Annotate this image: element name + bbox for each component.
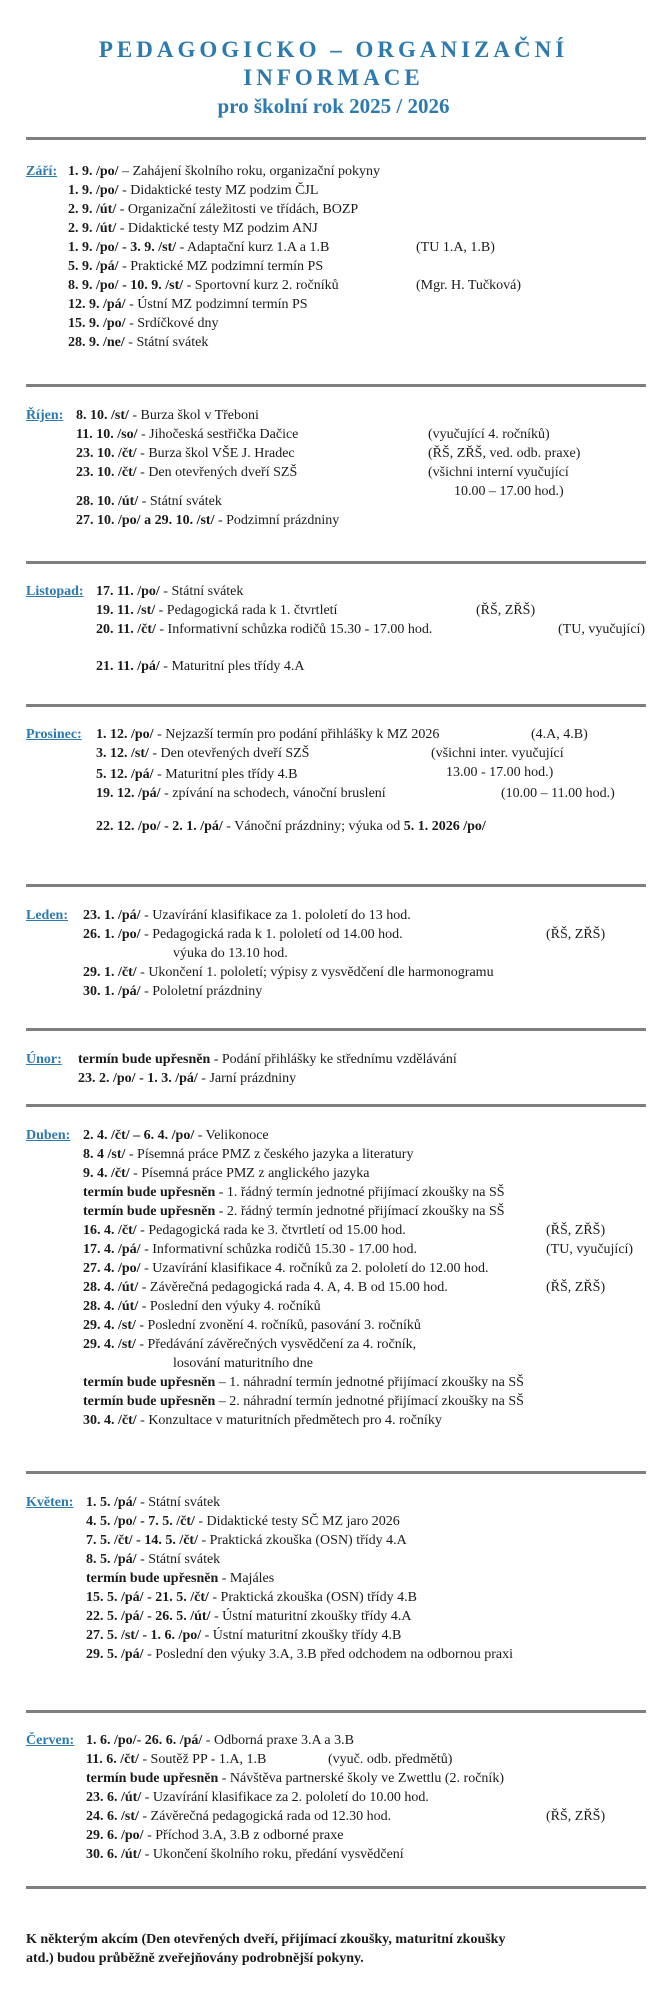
event-text: - Konzultace v maturitních předmětech pro 4. ročníky — [136, 1413, 442, 1428]
row-indent — [26, 314, 68, 333]
month-label: Říjen: — [26, 408, 64, 423]
row-indent — [26, 1588, 86, 1607]
event-row — [26, 1202, 646, 1221]
event-text: - Praktická zkouška (OSN) třídy 4.B — [208, 1590, 417, 1605]
event-text: - Pedagogická rada k 1. čtvrtletí — [155, 603, 338, 618]
event-text: - Pololetní prázdniny — [140, 984, 263, 999]
event-text: - Maturitní ples třídy 4.A — [159, 659, 305, 674]
event-row — [26, 463, 646, 482]
row-indent — [26, 333, 68, 352]
row-indent — [26, 1240, 83, 1259]
event-note: (ŘŠ, ZŘŠ) — [546, 1809, 606, 1824]
event-note: (10.00 – 11.00 hod.) — [501, 786, 615, 801]
event-date: 27. 4. /po/ — [83, 1261, 141, 1276]
event-text: - zpívání na schodech, vánoční bruslení — [160, 786, 386, 801]
event-text: - Burza škol VŠE J. Hradec — [136, 446, 295, 461]
footer-note — [26, 1930, 646, 1968]
event-note: (ŘŠ, ZŘŠ) — [546, 1223, 606, 1238]
event-date: 21. 11. /pá/ — [96, 659, 160, 674]
event-row — [26, 1145, 646, 1164]
event-date: 9. 4. /čt/ — [83, 1166, 130, 1181]
event-date: 1. 6. /po/- 26. 6. /pá/ — [86, 1733, 203, 1748]
event-date: 2. 9. /út/ — [68, 221, 117, 236]
event-date: 28. 4. /út/ — [83, 1280, 139, 1295]
footer-line-2: atd.) budou průběžně zveřejňovány podrobnější pokyny. — [26, 1951, 364, 1966]
month-label: Únor: — [26, 1052, 62, 1067]
row-indent — [26, 1297, 83, 1316]
event-date: 8. 9. /po/ - 10. 9. /st/ — [68, 278, 184, 293]
event-row — [26, 925, 646, 944]
event-date: 23. 10. /čt/ — [76, 446, 137, 461]
title-line-2: INFORMACE — [243, 65, 424, 90]
row-indent — [26, 219, 68, 238]
event-row — [26, 906, 646, 925]
month-section-zari — [26, 162, 646, 352]
event-date: 8. 5. /pá/ — [86, 1552, 137, 1567]
section-separator — [26, 1710, 646, 1713]
event-text: - Písemná práce PMZ z českého jazyka a literatury — [125, 1147, 414, 1162]
event-date: 29. 1. /čt/ — [83, 965, 137, 980]
event-note: (vyučující 4. ročníků) — [428, 427, 550, 442]
event-row — [26, 219, 646, 238]
event-text: - Návštěva partnerské školy ve Zwettlu (2. ročník) — [218, 1771, 504, 1786]
row-indent — [26, 463, 76, 482]
section-separator — [26, 384, 646, 387]
event-text: - Státní svátek — [136, 1495, 221, 1510]
row-indent — [26, 1335, 83, 1354]
event-date: termín bude upřesněn — [83, 1185, 216, 1200]
event-text: - Státní svátek — [159, 584, 244, 599]
event-row — [26, 657, 646, 676]
row-indent — [26, 1645, 86, 1664]
event-note: 10.00 – 17.00 hod.) — [454, 484, 564, 499]
event-date: 26. 1. /po/ — [83, 927, 141, 942]
event-row — [26, 425, 646, 444]
event-row — [26, 257, 646, 276]
document-header — [0, 0, 667, 120]
event-text: - Didaktické testy MZ podzim ANJ — [116, 221, 318, 236]
event-text: - Pedagogická rada k 1. pololetí od 14.00 hod. — [140, 927, 403, 942]
event-date: 7. 5. /čt/ - 14. 5. /čt/ — [86, 1533, 198, 1548]
event-note: 5. 1. 2026 /po/ — [403, 819, 486, 834]
event-row — [26, 1316, 646, 1335]
event-date: 17. 11. /po/ — [96, 584, 160, 599]
row-indent — [26, 784, 96, 803]
event-text: - Srdíčkové dny — [125, 316, 219, 331]
event-text: - Závěrečná pedagogická rada od 12.30 hod. — [138, 1809, 392, 1824]
event-date: 15. 9. /po/ — [68, 316, 126, 331]
event-row — [26, 744, 646, 763]
event-note: (všichni inter. vyučující — [431, 746, 564, 761]
row-indent — [26, 425, 76, 444]
event-row — [26, 200, 646, 219]
event-text: - Podání přihlášky ke střednímu vzdělávání — [210, 1052, 457, 1067]
event-date: termín bude upřesněn — [86, 1571, 219, 1586]
event-row — [26, 295, 646, 314]
row-indent — [26, 1550, 86, 1569]
event-row — [26, 1335, 646, 1354]
event-row — [26, 1731, 646, 1750]
event-row — [26, 511, 646, 530]
event-date: 30. 6. /út/ — [86, 1847, 142, 1862]
event-text: - Předávání závěrečných vysvědčení za 4. ročník, — [135, 1337, 417, 1352]
event-text: - Státní svátek — [124, 335, 209, 350]
event-row — [26, 1240, 646, 1259]
event-date: 12. 9. /pá/ — [68, 297, 126, 312]
row-indent — [26, 963, 83, 982]
event-date: 5. 9. /pá/ — [68, 259, 119, 274]
month-section-rijen — [26, 406, 646, 530]
event-date: 17. 4. /pá/ — [83, 1242, 141, 1257]
event-date: 23. 10. /čt/ — [76, 465, 137, 480]
row-indent — [26, 1392, 83, 1411]
month-label: Květen: — [26, 1495, 74, 1510]
row-indent — [26, 200, 68, 219]
event-date: 29. 5. /pá/ — [86, 1647, 144, 1662]
event-row — [26, 1531, 646, 1550]
event-text: - Didaktické testy MZ podzim ČJL — [118, 183, 319, 198]
event-row — [26, 1126, 646, 1145]
row-indent — [26, 765, 96, 784]
event-text: - Den otevřených dveří SZŠ — [136, 465, 298, 480]
event-note: (4.A, 4.B) — [531, 727, 588, 742]
event-text: - 1. řádný termín jednotné přijímací zkoušky na SŠ — [215, 1185, 505, 1200]
event-date: 28. 9. /ne/ — [68, 335, 125, 350]
event-date: termín bude upřesněn — [86, 1771, 219, 1786]
event-row — [26, 1278, 646, 1297]
event-row — [26, 1845, 646, 1864]
event-text: - Odborná praxe 3.A a 3.B — [202, 1733, 354, 1748]
event-row — [26, 582, 646, 601]
event-text: - Vánoční prázdniny; výuka od — [222, 819, 404, 834]
event-date: 28. 4. /út/ — [83, 1299, 139, 1314]
event-date: 19. 12. /pá/ — [96, 786, 161, 801]
event-text: – 1. náhradní termín jednotné přijímací zkoušky na SŠ — [215, 1375, 524, 1390]
event-row — [26, 1550, 646, 1569]
section-separator — [26, 1471, 646, 1474]
event-row — [26, 1626, 646, 1645]
event-date: termín bude upřesněn — [83, 1204, 216, 1219]
row-indent — [26, 1512, 86, 1531]
event-date: 8. 4 /st/ — [83, 1147, 126, 1162]
month-section-prosinec — [26, 725, 646, 836]
event-date: 19. 11. /st/ — [96, 603, 156, 618]
title-line-1: PEDAGOGICKO – ORGANIZAČNÍ — [98, 37, 569, 62]
event-row — [26, 982, 646, 1001]
row-indent — [26, 1845, 86, 1864]
event-row — [26, 1297, 646, 1316]
row-indent — [26, 1569, 86, 1588]
event-date: 2. 4. /čt/ – 6. 4. /po/ — [83, 1128, 195, 1143]
event-row — [26, 162, 646, 181]
event-text: - Závěrečná pedagogická rada 4. A, 4. B od 15.00 hod. — [138, 1280, 448, 1295]
event-text: - Jihočeská sestřička Dačice — [137, 427, 299, 442]
event-row — [26, 817, 646, 836]
event-row — [26, 601, 646, 620]
event-text: - Písemná práce PMZ z anglického jazyka — [129, 1166, 370, 1181]
event-date: 3. 12. /st/ — [96, 746, 149, 761]
row-indent — [26, 601, 96, 620]
event-row — [26, 1569, 646, 1588]
event-text: – Zahájení školního roku, organizační pokyny — [118, 164, 380, 179]
event-row — [26, 620, 646, 639]
event-text: - Státní svátek — [138, 494, 222, 509]
event-date: 11. 6. /čt/ — [86, 1752, 139, 1767]
event-text: - Ukončení školního roku, předání vysvědčení — [141, 1847, 404, 1862]
event-text: výuka do 13.10 hod. — [173, 946, 288, 961]
event-date: termín bude upřesněn — [83, 1375, 216, 1390]
event-row — [26, 1373, 646, 1392]
event-row — [26, 444, 646, 463]
row-indent — [26, 620, 96, 639]
event-row — [26, 784, 646, 803]
row-indent — [26, 1373, 83, 1392]
event-row — [26, 1788, 646, 1807]
row-indent — [26, 276, 68, 295]
month-label: Září: — [26, 164, 58, 179]
event-date: 23. 1. /pá/ — [83, 908, 141, 923]
event-date: 1. 9. /po/ - 3. 9. /st/ — [68, 240, 177, 255]
subtitle: pro školní rok 2025 / 2026 — [217, 94, 450, 118]
event-text: - Nejzazší termín pro podání přihlášky k MZ 2026 — [153, 727, 440, 742]
event-date: 1. 9. /po/ — [68, 183, 119, 198]
section-separator — [26, 137, 646, 140]
month-section-listopad — [26, 582, 646, 676]
event-date: 15. 5. /pá/ - 21. 5. /čt/ — [86, 1590, 209, 1605]
event-text: - Ústní MZ podzimní termín PS — [125, 297, 308, 312]
section-separator — [26, 1886, 646, 1889]
row-indent — [26, 492, 76, 511]
row-indent — [26, 944, 83, 963]
event-date: 22. 5. /pá/ - 26. 5. /út/ — [86, 1609, 211, 1624]
event-date: 23. 6. /út/ — [86, 1790, 142, 1805]
event-note: (TU, vyučující) — [546, 1242, 634, 1257]
section-separator — [26, 1028, 646, 1031]
event-row — [26, 1069, 646, 1088]
month-section-leden — [26, 906, 646, 1001]
event-date: 30. 4. /čt/ — [83, 1413, 137, 1428]
row-indent — [26, 257, 68, 276]
event-date: termín bude upřesněn — [83, 1394, 216, 1409]
event-row — [26, 1164, 646, 1183]
event-date: 29. 6. /po/ — [86, 1828, 144, 1843]
event-text: - Praktické MZ podzimní termín PS — [118, 259, 324, 274]
event-text: - Poslední zvonění 4. ročníků, pasování 3. ročníků — [135, 1318, 421, 1333]
event-row — [26, 1826, 646, 1845]
event-date: 27. 10. /po/ a 29. 10. /st/ — [76, 513, 215, 528]
row-indent — [26, 238, 68, 257]
event-note: (všichni interní vyučující — [428, 465, 569, 480]
event-note: (ŘŠ, ZŘŠ) — [546, 927, 606, 942]
event-date: 11. 10. /so/ — [76, 427, 138, 442]
event-text: - Informativní schůzka rodičů 15.30 - 17.00 hod. — [155, 622, 433, 637]
event-text: - Ústní maturitní zkoušky třídy 4.A — [210, 1609, 412, 1624]
row-indent — [26, 1769, 86, 1788]
row-indent — [26, 1531, 86, 1550]
month-section-duben — [26, 1126, 646, 1430]
row-indent — [26, 817, 96, 836]
row-indent — [26, 982, 83, 1001]
row-indent — [26, 1788, 86, 1807]
row-indent — [26, 1259, 83, 1278]
event-row — [26, 1750, 646, 1769]
event-date: 1. 9. /po/ — [68, 164, 119, 179]
row-indent — [26, 444, 76, 463]
event-note: 13.00 - 17.00 hod.) — [446, 765, 554, 780]
event-date: 5. 12. /pá/ — [96, 767, 154, 782]
section-separator — [26, 884, 646, 887]
event-date: 29. 4. /st/ — [83, 1318, 136, 1333]
event-row — [26, 1512, 646, 1531]
event-text: - Adaptační kurz 1.A a 1.B — [176, 240, 330, 255]
event-text: - Soutěž PP - 1.A, 1.B — [138, 1752, 267, 1767]
event-note: (TU 1.A, 1.B) — [416, 240, 495, 255]
event-row — [26, 1221, 646, 1240]
event-note: (ŘŠ, ZŘŠ, ved. odb. praxe) — [428, 446, 581, 461]
event-text: - Pedagogická rada ke 3. čtvrtletí od 15.00 hod. — [136, 1223, 406, 1238]
row-indent — [26, 1626, 86, 1645]
event-row — [26, 276, 646, 295]
event-row — [26, 1354, 646, 1373]
row-indent — [26, 1607, 86, 1626]
event-row — [26, 314, 646, 333]
row-indent — [26, 1278, 83, 1297]
month-label: Červen: — [26, 1733, 75, 1748]
event-text: - Informativní schůzka rodičů 15.30 - 17.00 hod. — [140, 1242, 418, 1257]
event-date: 20. 11. /čt/ — [96, 622, 156, 637]
row-indent — [26, 657, 96, 676]
row-indent — [26, 511, 76, 530]
event-row — [26, 1050, 646, 1069]
event-row — [26, 725, 646, 744]
event-row — [26, 181, 646, 200]
event-text: - Organizační záležitosti ve třídách, BOZP — [116, 202, 359, 217]
event-note: (Mgr. H. Tučková) — [416, 278, 522, 293]
event-row — [26, 1607, 646, 1626]
month-section-cerven — [26, 1731, 646, 1864]
event-text: - Majáles — [218, 1571, 275, 1586]
event-text: - Poslední den výuky 3.A, 3.B před odchodem na odbornou praxi — [143, 1647, 513, 1662]
section-separator — [26, 561, 646, 564]
event-row — [26, 963, 646, 982]
event-row — [26, 1645, 646, 1664]
event-date: 1. 5. /pá/ — [86, 1495, 137, 1510]
row-indent — [26, 1183, 83, 1202]
event-note: (ŘŠ, ZŘŠ) — [546, 1280, 606, 1295]
event-text: - Uzavírání klasifikace 4. ročníků za 2. pololetí do 12.00 hod. — [140, 1261, 489, 1276]
section-separator — [26, 704, 646, 707]
event-date: 24. 6. /st/ — [86, 1809, 139, 1824]
event-date: termín bude upřesněn — [78, 1052, 211, 1067]
month-label: Duben: — [26, 1128, 71, 1143]
event-text: - Ukončení 1. pololetí; výpisy z vysvědčení dle harmonogramu — [136, 965, 494, 980]
event-date: 28. 10. /út/ — [76, 494, 139, 509]
event-text: losování maturitního dne — [173, 1356, 313, 1371]
event-text: - Příchod 3.A, 3.B z odborné praxe — [143, 1828, 344, 1843]
row-indent — [26, 1202, 83, 1221]
row-indent — [26, 744, 96, 763]
event-text: - Uzavírání klasifikace za 1. pololetí do 13 hod. — [140, 908, 411, 923]
event-text: - Burza škol v Třeboni — [128, 408, 259, 423]
event-text: - Den otevřených dveří SZŠ — [148, 746, 310, 761]
event-row — [26, 238, 646, 257]
event-text: - Poslední den výuky 4. ročníků — [138, 1299, 321, 1314]
event-note: (vyuč. odb. předmětů) — [328, 1752, 453, 1767]
row-indent — [26, 1411, 83, 1430]
event-note: (ŘŠ, ZŘŠ) — [476, 603, 536, 618]
row-indent — [26, 181, 68, 200]
event-text: - Státní svátek — [136, 1552, 221, 1567]
event-text: - 2. řádný termín jednotné přijímací zkoušky na SŠ — [215, 1204, 505, 1219]
row-indent — [26, 1316, 83, 1335]
event-date: 8. 10. /st/ — [76, 408, 129, 423]
row-indent — [26, 1826, 86, 1845]
event-note: (TU, vyučující) — [558, 622, 646, 637]
event-date: 1. 12. /po/ — [96, 727, 154, 742]
event-date: 23. 2. /po/ - 1. 3. /pá/ — [78, 1071, 198, 1086]
footer-line-1: K některým akcím (Den otevřených dveří, přijímací zkoušky, maturitní zkoušky — [26, 1932, 506, 1947]
row-indent — [26, 1221, 83, 1240]
event-row — [26, 333, 646, 352]
event-date: 4. 5. /po/ - 7. 5. /čt/ — [86, 1514, 195, 1529]
month-label: Leden: — [26, 908, 68, 923]
event-text: - Ústní maturitní zkoušky třídy 4.B — [201, 1628, 402, 1643]
event-date: 29. 4. /st/ — [83, 1337, 136, 1352]
event-date: 27. 5. /st/ - 1. 6. /po/ — [86, 1628, 202, 1643]
event-row — [26, 1769, 646, 1788]
event-text: - Podzimní prázdniny — [214, 513, 340, 528]
month-section-unor — [26, 1050, 646, 1088]
event-row — [26, 944, 646, 963]
event-row — [26, 1807, 646, 1826]
row-indent — [26, 1145, 83, 1164]
event-text: - Velikonoce — [194, 1128, 269, 1143]
event-row — [26, 1411, 646, 1430]
event-row — [26, 406, 646, 425]
row-indent — [26, 1069, 78, 1088]
row-indent — [26, 295, 68, 314]
event-text: - Maturitní ples třídy 4.B — [153, 767, 298, 782]
event-text: - Didaktické testy SČ MZ jaro 2026 — [194, 1514, 400, 1529]
event-date: 2. 9. /út/ — [68, 202, 117, 217]
month-label: Listopad: — [26, 584, 84, 599]
event-row — [26, 1259, 646, 1278]
section-separator — [26, 1104, 646, 1107]
event-text: - Praktická zkouška (OSN) třídy 4.A — [197, 1533, 407, 1548]
row-indent — [26, 1750, 86, 1769]
event-date: 16. 4. /čt/ — [83, 1223, 137, 1238]
row-indent — [26, 1164, 83, 1183]
event-date: 30. 1. /pá/ — [83, 984, 141, 999]
event-text: - Uzavírání klasifikace za 2. pololetí do 10.00 hod. — [141, 1790, 429, 1805]
event-row — [26, 1183, 646, 1202]
event-text: - Jarní prázdniny — [197, 1071, 297, 1086]
event-date: 22. 12. /po/ - 2. 1. /pá/ — [96, 819, 223, 834]
row-indent — [26, 925, 83, 944]
event-row — [26, 1588, 646, 1607]
event-text: - Sportovní kurz 2. ročníků — [183, 278, 339, 293]
row-indent — [26, 1807, 86, 1826]
month-label: Prosinec: — [26, 727, 82, 742]
month-section-kveten — [26, 1493, 646, 1664]
row-indent — [26, 1354, 83, 1373]
event-text: – 2. náhradní termín jednotné přijímací zkoušky na SŠ — [215, 1394, 524, 1409]
event-row — [26, 1392, 646, 1411]
event-row — [26, 1493, 646, 1512]
